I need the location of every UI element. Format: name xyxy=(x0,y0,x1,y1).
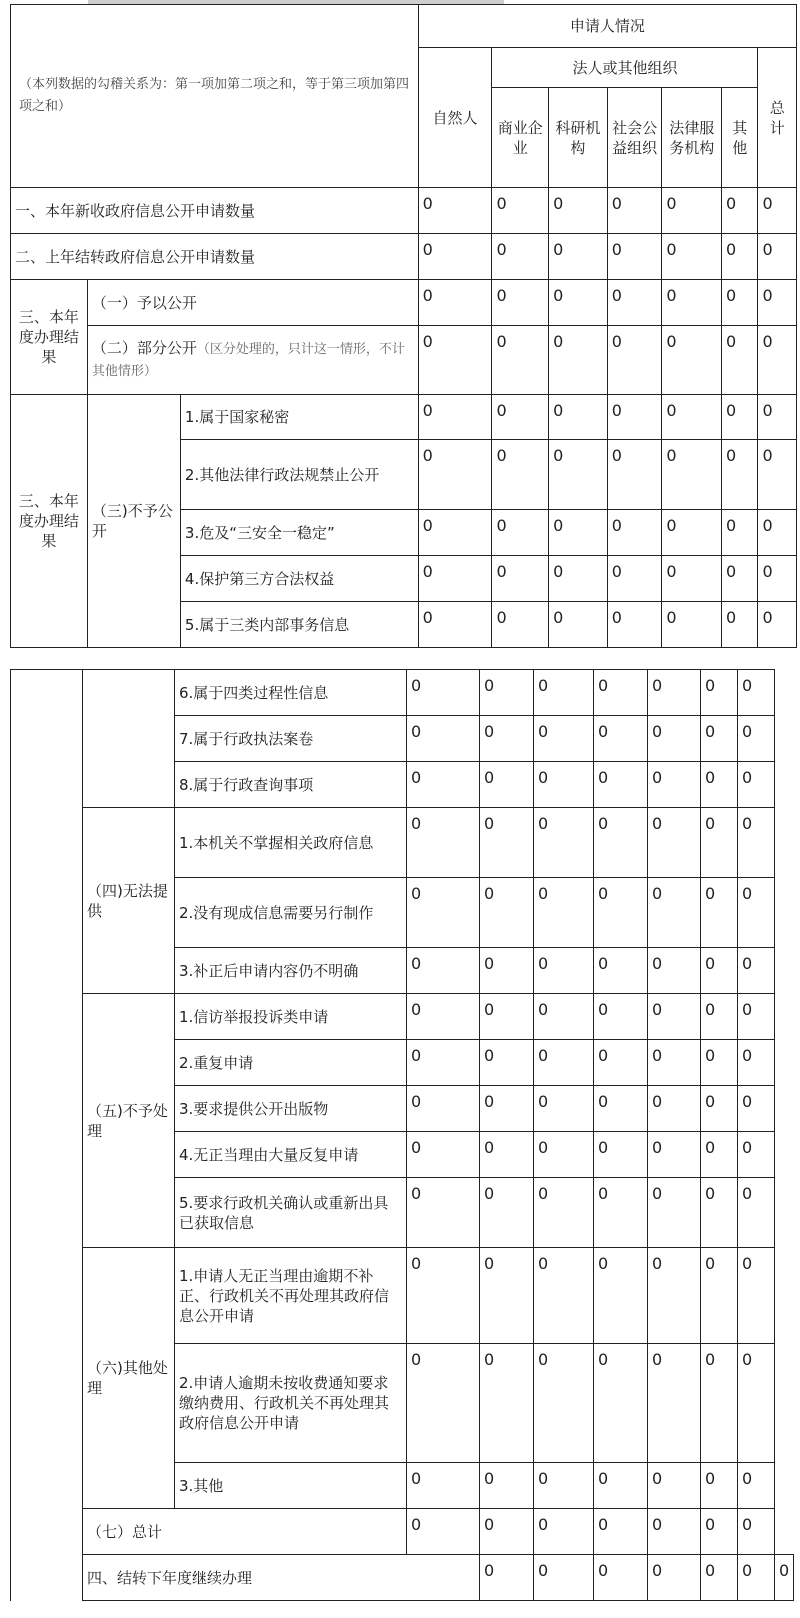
cell-value: 0 xyxy=(722,395,758,440)
row-label-main: （二）部分公开 xyxy=(91,339,197,357)
cell-value: 0 xyxy=(407,1132,480,1178)
row-label: 8.属于行政查询事项 xyxy=(175,762,407,808)
natural-person-header: 自然人 xyxy=(418,48,492,188)
cell-value: 0 xyxy=(407,1344,480,1463)
row-label: （一）予以公开 xyxy=(87,280,418,326)
cell-value: 0 xyxy=(549,440,608,510)
cell-value: 0 xyxy=(492,602,549,648)
cell-value: 0 xyxy=(701,808,738,878)
cell-value: 0 xyxy=(549,326,608,395)
cell-value: 0 xyxy=(480,716,534,762)
table-row xyxy=(11,1555,794,1601)
row-label: 1.属于国家秘密 xyxy=(180,395,418,440)
cell-value: 0 xyxy=(662,234,722,280)
col-business: 商业企业 xyxy=(492,88,549,188)
cell-value: 0 xyxy=(758,188,797,234)
cell-value: 0 xyxy=(534,1509,594,1555)
cell-value: 0 xyxy=(738,716,775,762)
row-label: 2.重复申请 xyxy=(175,1040,407,1086)
table-row xyxy=(11,994,794,1040)
row-label: 1.申请人无正当理由逾期不补正、行政机关不再处理其政府信息公开申请 xyxy=(175,1248,407,1344)
cell-value: 0 xyxy=(738,1344,775,1463)
cell-value: 0 xyxy=(492,395,549,440)
cell-value: 0 xyxy=(594,1132,648,1178)
row-label: 4.保护第三方合法权益 xyxy=(180,556,418,602)
row-label: 5.要求行政机关确认或重新出具已获取信息 xyxy=(175,1178,407,1248)
col-research: 科研机构 xyxy=(549,88,608,188)
cell-value: 0 xyxy=(480,1086,534,1132)
cell-value: 0 xyxy=(418,326,492,395)
cell-value: 0 xyxy=(701,994,738,1040)
cell-value: 0 xyxy=(407,1040,480,1086)
row-label: 2.其他法律行政法规禁止公开 xyxy=(180,440,418,510)
cell-value: 0 xyxy=(407,1463,480,1509)
cell-value: 0 xyxy=(758,234,797,280)
cell-value: 0 xyxy=(701,1509,738,1555)
cell-value: 0 xyxy=(662,280,722,326)
cell-value: 0 xyxy=(648,1509,701,1555)
row-label: 5.属于三类内部事务信息 xyxy=(180,602,418,648)
group-5-label: （五)不予处理 xyxy=(83,994,175,1248)
group-4-label: （四)无法提供 xyxy=(83,808,175,994)
table-row xyxy=(11,234,797,280)
group-3-label: （三)不予公开 xyxy=(87,395,180,648)
cell-value: 0 xyxy=(549,280,608,326)
group-3-continuation xyxy=(83,670,175,808)
cell-value: 0 xyxy=(534,1132,594,1178)
cell-value: 0 xyxy=(701,1463,738,1509)
cell-value: 0 xyxy=(701,716,738,762)
cell-value: 0 xyxy=(480,762,534,808)
cell-value: 0 xyxy=(738,994,775,1040)
cell-value: 0 xyxy=(648,1178,701,1248)
cell-value: 0 xyxy=(648,878,701,948)
cell-value: 0 xyxy=(594,1040,648,1086)
cell-value: 0 xyxy=(701,1555,738,1601)
cell-value: 0 xyxy=(701,1178,738,1248)
cell-value: 0 xyxy=(648,994,701,1040)
cell-value: 0 xyxy=(607,510,662,556)
cell-value: 0 xyxy=(594,808,648,878)
cell-value: 0 xyxy=(594,1248,648,1344)
relation-note: （本列数据的勾稽关系为：第一项加第二项之和，等于第三项加第四项之和） xyxy=(11,5,419,188)
cell-value: 0 xyxy=(738,1555,775,1601)
cell-value: 0 xyxy=(480,1463,534,1509)
cell-value: 0 xyxy=(648,1555,701,1601)
section-3-label: 三、本年度办理结果 xyxy=(11,280,88,395)
cell-value: 0 xyxy=(492,510,549,556)
cell-value: 0 xyxy=(648,1132,701,1178)
cell-value: 0 xyxy=(594,1344,648,1463)
cell-value: 0 xyxy=(480,1248,534,1344)
cell-value: 0 xyxy=(418,280,492,326)
row-label: 3.其他 xyxy=(175,1463,407,1509)
cell-value: 0 xyxy=(534,1555,594,1601)
cell-value: 0 xyxy=(492,234,549,280)
cell-value: 0 xyxy=(594,948,648,994)
cell-value: 0 xyxy=(407,670,480,716)
col-public-welfare: 社会公益组织 xyxy=(607,88,662,188)
row-label: 3.危及“三安全一稳定” xyxy=(180,510,418,556)
cell-value: 0 xyxy=(492,188,549,234)
cell-value: 0 xyxy=(492,440,549,510)
cell-value: 0 xyxy=(480,878,534,948)
cell-value: 0 xyxy=(662,602,722,648)
row-label: 一、本年新收政府信息公开申请数量 xyxy=(11,188,419,234)
row-label: 2.没有现成信息需要另行制作 xyxy=(175,878,407,948)
cell-value: 0 xyxy=(648,716,701,762)
cell-value: 0 xyxy=(534,1463,594,1509)
cell-value: 0 xyxy=(407,1178,480,1248)
cell-value: 0 xyxy=(607,395,662,440)
cell-value: 0 xyxy=(701,1132,738,1178)
cell-value: 0 xyxy=(534,1086,594,1132)
cell-value: 0 xyxy=(738,948,775,994)
cell-value: 0 xyxy=(407,1248,480,1344)
cell-value: 0 xyxy=(738,1132,775,1178)
cell-value: 0 xyxy=(722,188,758,234)
cell-value: 0 xyxy=(701,670,738,716)
table-row xyxy=(11,395,797,440)
cell-value: 0 xyxy=(722,280,758,326)
cell-value: 0 xyxy=(418,234,492,280)
cell-value: 0 xyxy=(480,670,534,716)
table-row xyxy=(11,670,794,716)
table-row xyxy=(11,1248,794,1344)
cell-value: 0 xyxy=(758,440,797,510)
cell-value: 0 xyxy=(418,188,492,234)
col-legal-service: 法律服务机构 xyxy=(662,88,722,188)
cell-value: 0 xyxy=(418,556,492,602)
cell-value: 0 xyxy=(738,762,775,808)
cell-value: 0 xyxy=(738,878,775,948)
statistics-table-part-2 xyxy=(10,669,794,1601)
cell-value: 0 xyxy=(662,510,722,556)
row-label: 6.属于四类过程性信息 xyxy=(175,670,407,716)
cell-value: 0 xyxy=(407,762,480,808)
cell-value: 0 xyxy=(607,188,662,234)
cell-value: 0 xyxy=(594,1509,648,1555)
cell-value: 0 xyxy=(534,878,594,948)
cell-value: 0 xyxy=(594,878,648,948)
cell-value: 0 xyxy=(738,1178,775,1248)
cell-value: 0 xyxy=(480,1132,534,1178)
cell-value: 0 xyxy=(662,440,722,510)
cell-value: 0 xyxy=(701,1040,738,1086)
cell-value: 0 xyxy=(775,1555,794,1601)
cell-value: 0 xyxy=(662,556,722,602)
cell-value: 0 xyxy=(607,602,662,648)
cell-value: 0 xyxy=(738,1463,775,1509)
cell-value: 0 xyxy=(648,1040,701,1086)
total-header: 总计 xyxy=(758,48,797,188)
cell-value: 0 xyxy=(492,326,549,395)
cell-value: 0 xyxy=(648,948,701,994)
cell-value: 0 xyxy=(407,808,480,878)
cell-value: 0 xyxy=(549,188,608,234)
section-3-continuation xyxy=(11,670,83,1601)
cell-value: 0 xyxy=(549,602,608,648)
row-label: 四、结转下年度继续办理 xyxy=(83,1555,480,1601)
cell-value: 0 xyxy=(662,188,722,234)
cell-value: 0 xyxy=(738,1248,775,1344)
cell-value: 0 xyxy=(738,1040,775,1086)
row-label: 4.无正当理由大量反复申请 xyxy=(175,1132,407,1178)
cell-value: 0 xyxy=(662,395,722,440)
table-row xyxy=(11,1509,794,1555)
legal-or-other-header: 法人或其他组织 xyxy=(492,48,758,88)
cell-value: 0 xyxy=(492,556,549,602)
cell-value: 0 xyxy=(549,556,608,602)
cell-value: 0 xyxy=(701,1086,738,1132)
cell-value: 0 xyxy=(594,1555,648,1601)
cell-value: 0 xyxy=(722,440,758,510)
row-label-note: （区分处理的，只计这一情形，不计其他情形） xyxy=(91,342,405,379)
section-3-label-repeat: 三、本年度办理结果 xyxy=(11,395,88,648)
cell-value: 0 xyxy=(758,556,797,602)
applicant-situation-header: 申请人情况 xyxy=(418,5,796,48)
cell-value: 0 xyxy=(722,510,758,556)
cell-value: 0 xyxy=(480,1555,534,1601)
cell-value: 0 xyxy=(492,280,549,326)
cell-value: 0 xyxy=(738,670,775,716)
cell-value: 0 xyxy=(407,878,480,948)
cell-value: 0 xyxy=(701,1344,738,1463)
cell-value: 0 xyxy=(607,280,662,326)
cell-value: 0 xyxy=(534,716,594,762)
row-label: 二、上年结转政府信息公开申请数量 xyxy=(11,234,419,280)
row-label: （七）总计 xyxy=(83,1509,407,1555)
cell-value: 0 xyxy=(607,556,662,602)
cell-value: 0 xyxy=(407,1086,480,1132)
cell-value: 0 xyxy=(758,510,797,556)
cell-value: 0 xyxy=(534,1040,594,1086)
cell-value: 0 xyxy=(549,234,608,280)
cell-value: 0 xyxy=(738,808,775,878)
row-label: 7.属于行政执法案卷 xyxy=(175,716,407,762)
cell-value: 0 xyxy=(648,1344,701,1463)
cell-value: 0 xyxy=(534,948,594,994)
cell-value: 0 xyxy=(722,234,758,280)
cell-value: 0 xyxy=(594,1463,648,1509)
cell-value: 0 xyxy=(648,1248,701,1344)
table-row xyxy=(11,326,797,395)
cell-value: 0 xyxy=(418,602,492,648)
cell-value: 0 xyxy=(738,1509,775,1555)
row-label: 1.信访举报投诉类申请 xyxy=(175,994,407,1040)
cell-value: 0 xyxy=(701,1248,738,1344)
cell-value: 0 xyxy=(722,602,758,648)
row-label: 2.申请人逾期未按收费通知要求缴纳费用、行政机关不再处理其政府信息公开申请 xyxy=(175,1344,407,1463)
cell-value: 0 xyxy=(418,510,492,556)
cell-value: 0 xyxy=(418,395,492,440)
cell-value: 0 xyxy=(534,994,594,1040)
cell-value: 0 xyxy=(407,1509,480,1555)
cell-value: 0 xyxy=(534,1248,594,1344)
cell-value: 0 xyxy=(534,670,594,716)
cell-value: 0 xyxy=(607,440,662,510)
cell-value: 0 xyxy=(722,326,758,395)
cell-value: 0 xyxy=(534,808,594,878)
cell-value: 0 xyxy=(738,1086,775,1132)
cell-value: 0 xyxy=(480,1178,534,1248)
table-row xyxy=(11,188,797,234)
cell-value: 0 xyxy=(534,762,594,808)
cell-value: 0 xyxy=(407,994,480,1040)
row-label: 1.本机关不掌握相关政府信息 xyxy=(175,808,407,878)
cell-value: 0 xyxy=(480,1509,534,1555)
cell-value: 0 xyxy=(594,1178,648,1248)
cell-value: 0 xyxy=(758,280,797,326)
row-label: 3.要求提供公开出版物 xyxy=(175,1086,407,1132)
cell-value: 0 xyxy=(480,1040,534,1086)
cell-value: 0 xyxy=(758,326,797,395)
cell-value: 0 xyxy=(701,948,738,994)
group-6-label: （六)其他处理 xyxy=(83,1248,175,1509)
cell-value: 0 xyxy=(607,326,662,395)
cell-value: 0 xyxy=(648,808,701,878)
row-label: 3.补正后申请内容仍不明确 xyxy=(175,948,407,994)
cell-value: 0 xyxy=(701,878,738,948)
cell-value: 0 xyxy=(549,395,608,440)
cell-value: 0 xyxy=(534,1178,594,1248)
cell-value: 0 xyxy=(594,1086,648,1132)
cell-value: 0 xyxy=(648,762,701,808)
cell-value: 0 xyxy=(648,1463,701,1509)
cell-value: 0 xyxy=(534,1344,594,1463)
cell-value: 0 xyxy=(549,510,608,556)
cell-value: 0 xyxy=(607,234,662,280)
cell-value: 0 xyxy=(648,1086,701,1132)
cell-value: 0 xyxy=(701,762,738,808)
table-row xyxy=(11,280,797,326)
cell-value: 0 xyxy=(662,326,722,395)
cell-value: 0 xyxy=(407,948,480,994)
cell-value: 0 xyxy=(480,948,534,994)
statistics-table-part-1 xyxy=(10,4,797,648)
cell-value: 0 xyxy=(480,994,534,1040)
cell-value: 0 xyxy=(722,556,758,602)
cell-value: 0 xyxy=(594,994,648,1040)
cell-value: 0 xyxy=(480,1344,534,1463)
cell-value: 0 xyxy=(594,716,648,762)
table-row xyxy=(11,808,794,878)
cell-value: 0 xyxy=(648,670,701,716)
cell-value: 0 xyxy=(594,670,648,716)
cell-value: 0 xyxy=(758,602,797,648)
row-label xyxy=(87,326,418,395)
col-other: 其他 xyxy=(722,88,758,188)
cell-value: 0 xyxy=(480,808,534,878)
cell-value: 0 xyxy=(594,762,648,808)
cell-value: 0 xyxy=(407,716,480,762)
cell-value: 0 xyxy=(758,395,797,440)
cell-value: 0 xyxy=(418,440,492,510)
